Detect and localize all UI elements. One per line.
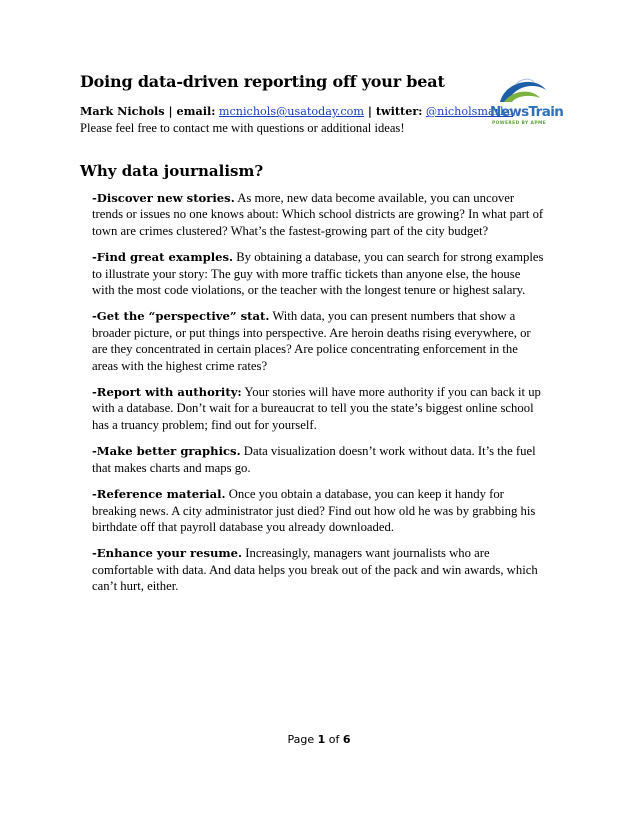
logo-swoosh-icon (500, 79, 546, 102)
item-lead: -Report with authority: (92, 385, 242, 400)
page-number: 1 (317, 733, 326, 746)
item-text: Data visualization doesn’t work without data. It’s the fuel that makes charts and maps go. (92, 444, 536, 475)
svg-text:NewsTrain (490, 104, 563, 120)
newstrain-logo (486, 72, 574, 128)
logo-tagline: POWERED BY APME (492, 121, 547, 126)
list-item (92, 190, 544, 239)
list-item (92, 308, 544, 374)
item-text: With data, you can present numbers that show a broader picture, or put things into perspective. Are heroin deaths rising everywhere, or are they concentrated in certain places? Are police concentrating enforcement in the areas with the highest crime rates? (92, 309, 531, 373)
item-text: Once you obtain a database, you can keep it handy for breaking news. A city administrator just died? Find out how old he was by grabbing his birthdate off that payroll database you already downloaded. (92, 487, 536, 534)
list-item (92, 384, 544, 433)
list-item (92, 486, 544, 535)
page-word: Page (287, 733, 315, 746)
item-text: Increasingly, managers want journalists who are comfortable with data. And data helps you break out of the pack and win awards, which can’t hurt, either. (92, 546, 538, 594)
email-link[interactable]: mcnichols@usatoday.com (218, 105, 364, 118)
section-heading: Why data journalism? (80, 162, 264, 180)
item-lead: -Discover new stories. (92, 191, 235, 205)
item-text: As more, new data become available, you can uncover trends or issues no one knows about: Which school districts are growing? In what part of town are crimes clustered? What’s the fastest-growing part of the city budget? (92, 191, 544, 238)
logo-wordmark: NewsTrain (490, 104, 564, 120)
list-item (92, 249, 544, 298)
item-text: By obtaining a database, you can search for strong examples to illustrate your story: The guy with more traffic tickets than anyone else, the house with the most code violations, or the teacher with the longest tenure or highest salary. (92, 250, 544, 298)
twitter-link[interactable]: @nicholsmarkc (425, 105, 514, 118)
contact-note: Please feel free to contact me with questions or additional ideas! (80, 121, 405, 135)
author-name: Mark Nichols (80, 104, 165, 118)
item-lead: -Get the “perspective” stat. (92, 309, 270, 324)
page-footer (0, 733, 638, 746)
list-item (92, 545, 544, 594)
author-byline (80, 103, 513, 120)
item-lead: -Make better graphics. (92, 444, 241, 459)
item-lead: -Find great examples. (92, 250, 234, 265)
email-label: email: (176, 104, 216, 118)
item-lead: -Reference material. (92, 487, 226, 502)
reasons-list (92, 190, 544, 605)
twitter-label: twitter: (375, 104, 423, 118)
document-title: Doing data-driven reporting off your beat (80, 72, 445, 91)
list-item (92, 443, 544, 476)
item-lead: -Enhance your resume. (92, 546, 243, 561)
of-word: of (328, 733, 340, 746)
byline-separator: | (164, 104, 177, 118)
item-text: Your stories will have more authority if you can back it up with a database. Don’t wait for a bureaucrat to tell you the state’s biggest online school has a truancy problem; find out for yourself. (92, 385, 541, 432)
page-total: 6 (342, 733, 351, 746)
byline-separator: | (363, 104, 376, 118)
